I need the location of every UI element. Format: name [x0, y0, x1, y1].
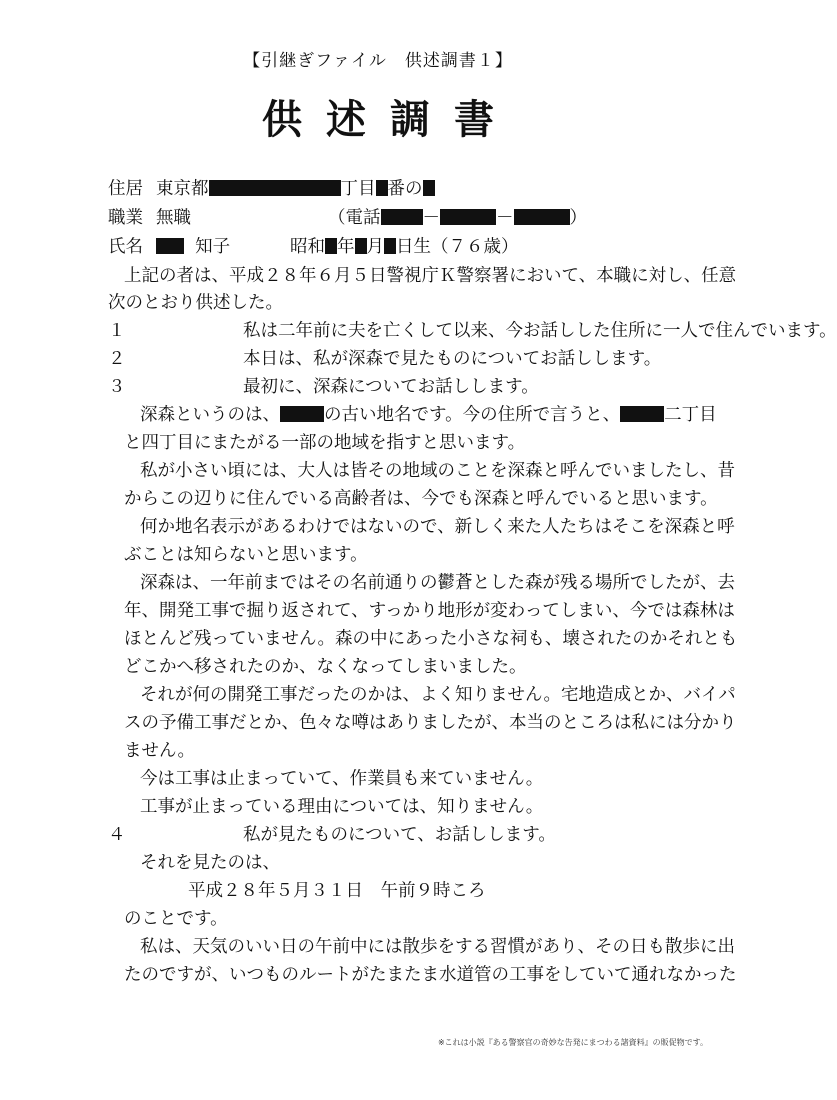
file-header: 【引継ぎファイル 供述調書１】: [243, 51, 513, 71]
body-line: のことです。: [124, 909, 228, 929]
body-line: 今は工事は止まっていて、作業員も来ていません。: [140, 769, 544, 789]
phone-dash: －: [422, 208, 440, 228]
birth-line: [290, 234, 519, 260]
body-line: それが何の開発工事だったのかは、よく知りません。宅地造成とか、バイパ: [140, 685, 736, 705]
text-span: の古い地名です。今の住所で言うと、: [324, 405, 621, 425]
name-line: [108, 234, 230, 260]
date-line: 平成２８年５月３１日 午前９時ころ: [188, 881, 486, 901]
body-line: たのですが、いつものルートがたまたま水道管の工事をしていて通れなかった: [124, 965, 737, 985]
body-line: それを見たのは、: [140, 853, 280, 873]
redaction-block: [355, 238, 367, 254]
body-line: と四丁目にまたがる一部の地域を指すと思います。: [124, 433, 526, 453]
body-line: ぶことは知らないと思います。: [124, 545, 368, 565]
redaction-block: [440, 209, 496, 225]
body-line: ほとんど残っていません。森の中にあった小さな祠も、壊されたのかそれとも: [124, 629, 738, 649]
body-line: 年、開発工事で掘り返されて、すっかり地形が変わってしまい、今では森林は: [124, 601, 735, 621]
item-text: 最初に、深森についてお話しします。: [243, 377, 539, 397]
redaction-block: [280, 406, 324, 422]
name-given: 知子: [195, 237, 231, 257]
body-line: どこかへ移されたのか、なくなってしまいました。: [124, 657, 527, 677]
body-line: 深森は、一年前まではその名前通りの鬱蒼とした森が残る場所でしたが、去: [140, 573, 735, 593]
numbered-item: [108, 374, 539, 400]
footnote: ※これは小説『ある警察官の奇妙な告発にまつわる諸資料』の販促物です。: [437, 1038, 708, 1047]
phone-line: [328, 205, 587, 231]
body-line: 工事が止まっている理由については、知りません。: [140, 797, 544, 817]
job-line: [108, 205, 191, 231]
item-number: ３: [108, 377, 126, 397]
birth-year: 年: [337, 237, 355, 257]
text-span: 深森というのは、: [140, 405, 280, 425]
address-ban: 番の: [387, 179, 423, 199]
redaction-block: [156, 238, 184, 254]
item-number: ２: [108, 349, 126, 369]
item-text: 私が見たものについて、お話しします。: [243, 825, 556, 845]
body-line: 上記の者は、平成２８年６月５日警視庁Ｋ警察署において、本職に対し、任意: [124, 266, 737, 286]
body-line: からこの辺りに住んでいる高齢者は、今でも深森と呼んでいると思います。: [124, 489, 718, 509]
document-title: 供述調書: [262, 96, 518, 143]
body-line: 次のとおり供述した。: [108, 293, 283, 313]
redaction-block: [209, 180, 341, 196]
job-value: 無職: [156, 208, 191, 228]
birth-prefix: 昭和: [290, 237, 325, 257]
redaction-block: [423, 180, 435, 196]
redaction-block: [376, 180, 388, 196]
item-number: ４: [108, 825, 126, 845]
body-line: 私は、天気のいい日の午前中には散歩をする習慣があり、その日も散歩に出: [140, 937, 735, 957]
body-line: スの予備工事だとか、色々な噂はありましたが、本当のところは私には分かり: [124, 713, 737, 733]
item-text: 私は二年前に夫を亡くして以来、今お話しした住所に一人で住んでいます。: [243, 321, 837, 341]
body-line: 何か地名表示があるわけではないので、新しく来た人たちはそこを深森と呼: [140, 517, 735, 537]
address-label: 住居: [108, 179, 143, 199]
job-label: 職業: [108, 208, 143, 228]
item-text: 本日は、私が深森で見たものについてお話しします。: [243, 349, 662, 369]
redaction-block: [514, 209, 570, 225]
numbered-item: [108, 318, 837, 344]
address-prefix: 東京都: [156, 179, 209, 199]
redaction-block: [381, 209, 423, 225]
redaction-block: [620, 406, 664, 422]
body-line: 私が小さい頃には、大人は皆その地域のことを深森と呼んでいましたし、昔: [140, 461, 735, 481]
item-number: １: [108, 321, 126, 341]
phone-label: （電話: [328, 208, 381, 228]
phone-close: ）: [569, 208, 587, 228]
text-span: 二丁目: [664, 405, 717, 425]
redaction-block: [325, 238, 337, 254]
birth-month: 月: [366, 237, 384, 257]
phone-dash: －: [496, 208, 514, 228]
body-line: [140, 402, 717, 428]
numbered-item: [108, 822, 556, 848]
birth-day: 日生（７６歳）: [396, 237, 519, 257]
address-line: [108, 176, 435, 202]
numbered-item: [108, 346, 662, 372]
address-chome: 丁目: [340, 179, 376, 199]
name-label: 氏名: [108, 237, 143, 257]
redaction-block: [384, 238, 396, 254]
body-line: ません。: [124, 741, 196, 761]
